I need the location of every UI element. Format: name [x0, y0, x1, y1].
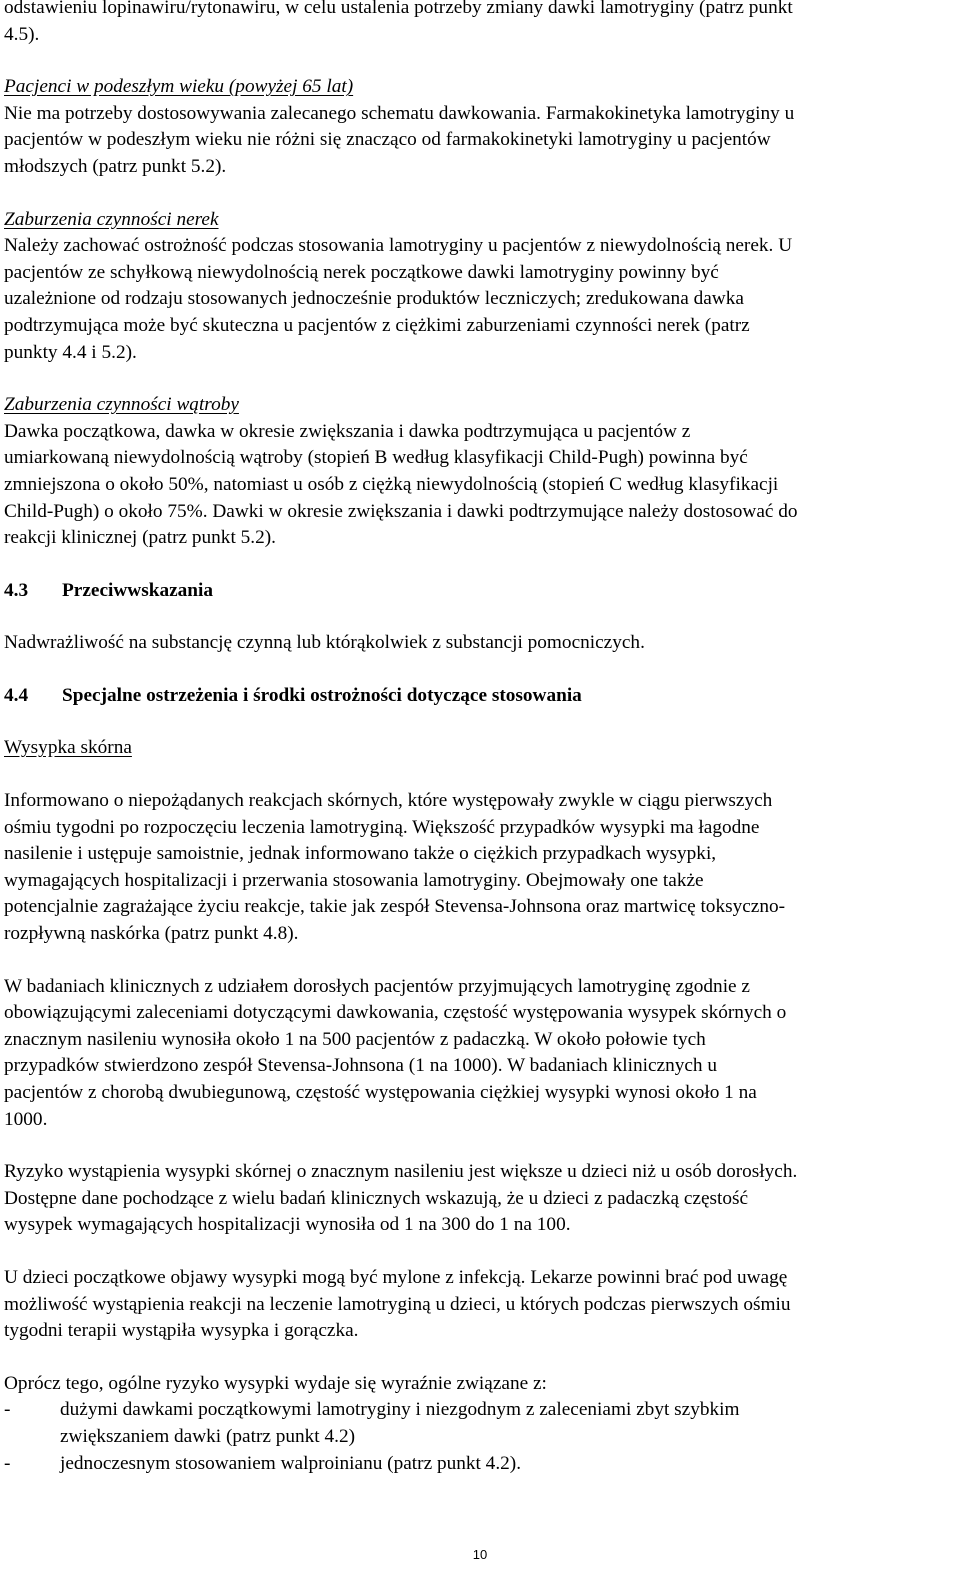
text-line: zmniejszona o około 50%, natomiast u osób z ciężką niewydolnością (stopień C według klasyfikacji — [4, 473, 779, 495]
text-line: Dostępne dane pochodzące z wielu badań klinicznych wskazują, że u dzieci z padaczką częstość — [4, 1187, 749, 1209]
list-item — [4, 1451, 956, 1478]
text-line: umiarkowaną niewydolnością wątroby (stopień B według klasyfikacji Child-Pugh) powinna być — [4, 447, 748, 469]
text-line: U dzieci początkowe objawy wysypki mogą być mylone z infekcją. Lekarze powinni brać pod uwagę — [4, 1266, 788, 1288]
paragraph — [4, 788, 956, 948]
text-line: dużymi dawkami początkowymi lamotryginy i niezgodnym z zaleceniami zbyt szybkim — [60, 1399, 740, 1421]
text-line: 4.5). — [4, 23, 40, 45]
section-4-3 — [4, 578, 956, 657]
section-4-4 — [4, 683, 956, 1477]
text-line: pacjentów ze schyłkową niewydolnością nerek początkowe dawki lamotryginy powinny być — [4, 261, 719, 283]
text-line: obowiązującymi zaleceniami dotyczącymi dawkowania, częstość występowania wysypek skórnych o — [4, 1002, 787, 1024]
text-line: zwiększaniem dawki (patrz punkt 4.2) — [60, 1425, 356, 1447]
bullet-dash: - — [4, 1452, 11, 1474]
list-item — [4, 1397, 956, 1450]
text-line: potencjalnie zagrażające życiu reakcje, takie jak zespół Stevensa-Johnsona oraz martwicę toksyczno- — [4, 896, 786, 918]
hepatic-section — [4, 392, 956, 552]
text-line: punkty 4.4 i 5.2). — [4, 341, 137, 363]
text-line: odstawieniu lopinawiru/rytonawiru, w celu ustalenia potrzeby zmiany dawki lamotryginy (patrz punkt — [4, 0, 793, 18]
paragraph — [4, 1159, 956, 1239]
bullet-dash: - — [4, 1399, 11, 1421]
risk-list — [4, 1397, 956, 1477]
renal-section — [4, 207, 956, 367]
intro-paragraph — [4, 0, 956, 48]
text-line: Dawka początkowa, dawka w okresie zwiększania i dawka podtrzymująca u pacjentów z — [4, 420, 691, 442]
paragraph — [4, 1265, 956, 1345]
section-number: 4.3 — [4, 579, 29, 601]
section-title: Przeciwwskazania — [62, 579, 214, 601]
contraindication-text: Nadwrażliwość na substancję czynną lub którąkolwiek z substancji pomocniczych. — [4, 632, 645, 654]
hepatic-subtitle: Zaburzenia czynności wątroby — [4, 394, 239, 416]
text-line: Child-Pugh) o około 75%. Dawki w okresie zwiększania i dawki podtrzymujące należy dostosować do — [4, 500, 798, 522]
section-heading — [4, 683, 956, 710]
text-line: wysypek wymagających hospitalizacji wynosiła od 1 na 300 do 1 na 100. — [4, 1214, 571, 1236]
text-line: ośmiu tygodni po rozpoczęciu leczenia lamotryginą. Większość przypadków wysypki ma łagodne — [4, 816, 760, 838]
text-line: młodszych (patrz punkt 5.2). — [4, 155, 227, 177]
renal-subtitle: Zaburzenia czynności nerek — [4, 208, 219, 230]
page-number: 10 — [472, 1547, 488, 1562]
rash-subtitle: Wysypka skórna — [4, 737, 132, 759]
text-line: jednoczesnym stosowaniem walproinianu (patrz punkt 4.2). — [60, 1452, 522, 1474]
paragraph — [4, 974, 956, 1134]
elderly-section — [4, 74, 956, 180]
section-number: 4.4 — [4, 684, 29, 706]
risk-intro: Oprócz tego, ogólne ryzyko wysypki wydaje się wyraźnie związane z: — [4, 1372, 547, 1394]
text-line: znacznym nasileniu wynosiła około 1 na 500 pacjentów z padaczką. W około połowie tych — [4, 1028, 706, 1050]
text-line: Informowano o niepożądanych reakcjach skórnych, które występowały zwykle w ciągu pierwszych — [4, 790, 773, 812]
section-title: Specjalne ostrzeżenia i środki ostrożności dotyczące stosowania — [62, 684, 582, 706]
text-line: wymagających hospitalizacji i przerwania stosowania lamotryginy. Obejmowały one także — [4, 869, 704, 891]
text-line: W badaniach klinicznych z udziałem dorosłych pacjentów przyjmujących lamotryginę zgodnie z — [4, 975, 750, 997]
text-line: możliwość wystąpienia reakcji na leczenie lamotryginą u dzieci, u których podczas pierwszych ośmiu — [4, 1293, 791, 1315]
document-page — [4, 0, 956, 1477]
elderly-subtitle: Pacjenci w podeszłym wieku (powyżej 65 lat) — [4, 76, 354, 98]
section-heading — [4, 578, 956, 605]
text-line: uzależnione od rodzaju stosowanych jednocześnie produktów leczniczych; zredukowana dawka — [4, 288, 744, 310]
text-line: rozpływną naskórka (patrz punkt 4.8). — [4, 923, 299, 945]
text-line: pacjentów w podeszłym wieku nie różni się znacząco od farmakokinetyki lamotryginy u pacjentów — [4, 129, 771, 151]
text-line: przypadków stwierdzono zespół Stevensa-Johnsona (1 na 1000). W badaniach klinicznych u — [4, 1055, 718, 1077]
text-line: Ryzyko wystąpienia wysypki skórnej o znacznym nasileniu jest większe u dzieci niż u osób dorosłych. — [4, 1161, 798, 1183]
text-line: 1000. — [4, 1108, 48, 1130]
text-line: reakcji klinicznej (patrz punkt 5.2). — [4, 527, 276, 549]
text-line: pacjentów z chorobą dwubiegunową, częstość występowania ciężkiej wysypki wynosi około 1 na — [4, 1082, 757, 1103]
text-line: nasilenie i ustępuje samoistnie, jednak informowano także o ciężkich przypadkach wysypki, — [4, 843, 717, 865]
text-line: Należy zachować ostrożność podczas stosowania lamotryginy u pacjentów z niewydolnością nerek. U — [4, 235, 793, 257]
text-line: podtrzymująca może być skuteczna u pacjentów z ciężkimi zaburzeniami czynności nerek (patrz — [4, 314, 750, 336]
text-line: tygodni terapii wystąpiła wysypka i gorączka. — [4, 1320, 359, 1342]
text-line: Nie ma potrzeby dostosowywania zalecanego schematu dawkowania. Farmakokinetyka lamotryginy u — [4, 102, 795, 124]
